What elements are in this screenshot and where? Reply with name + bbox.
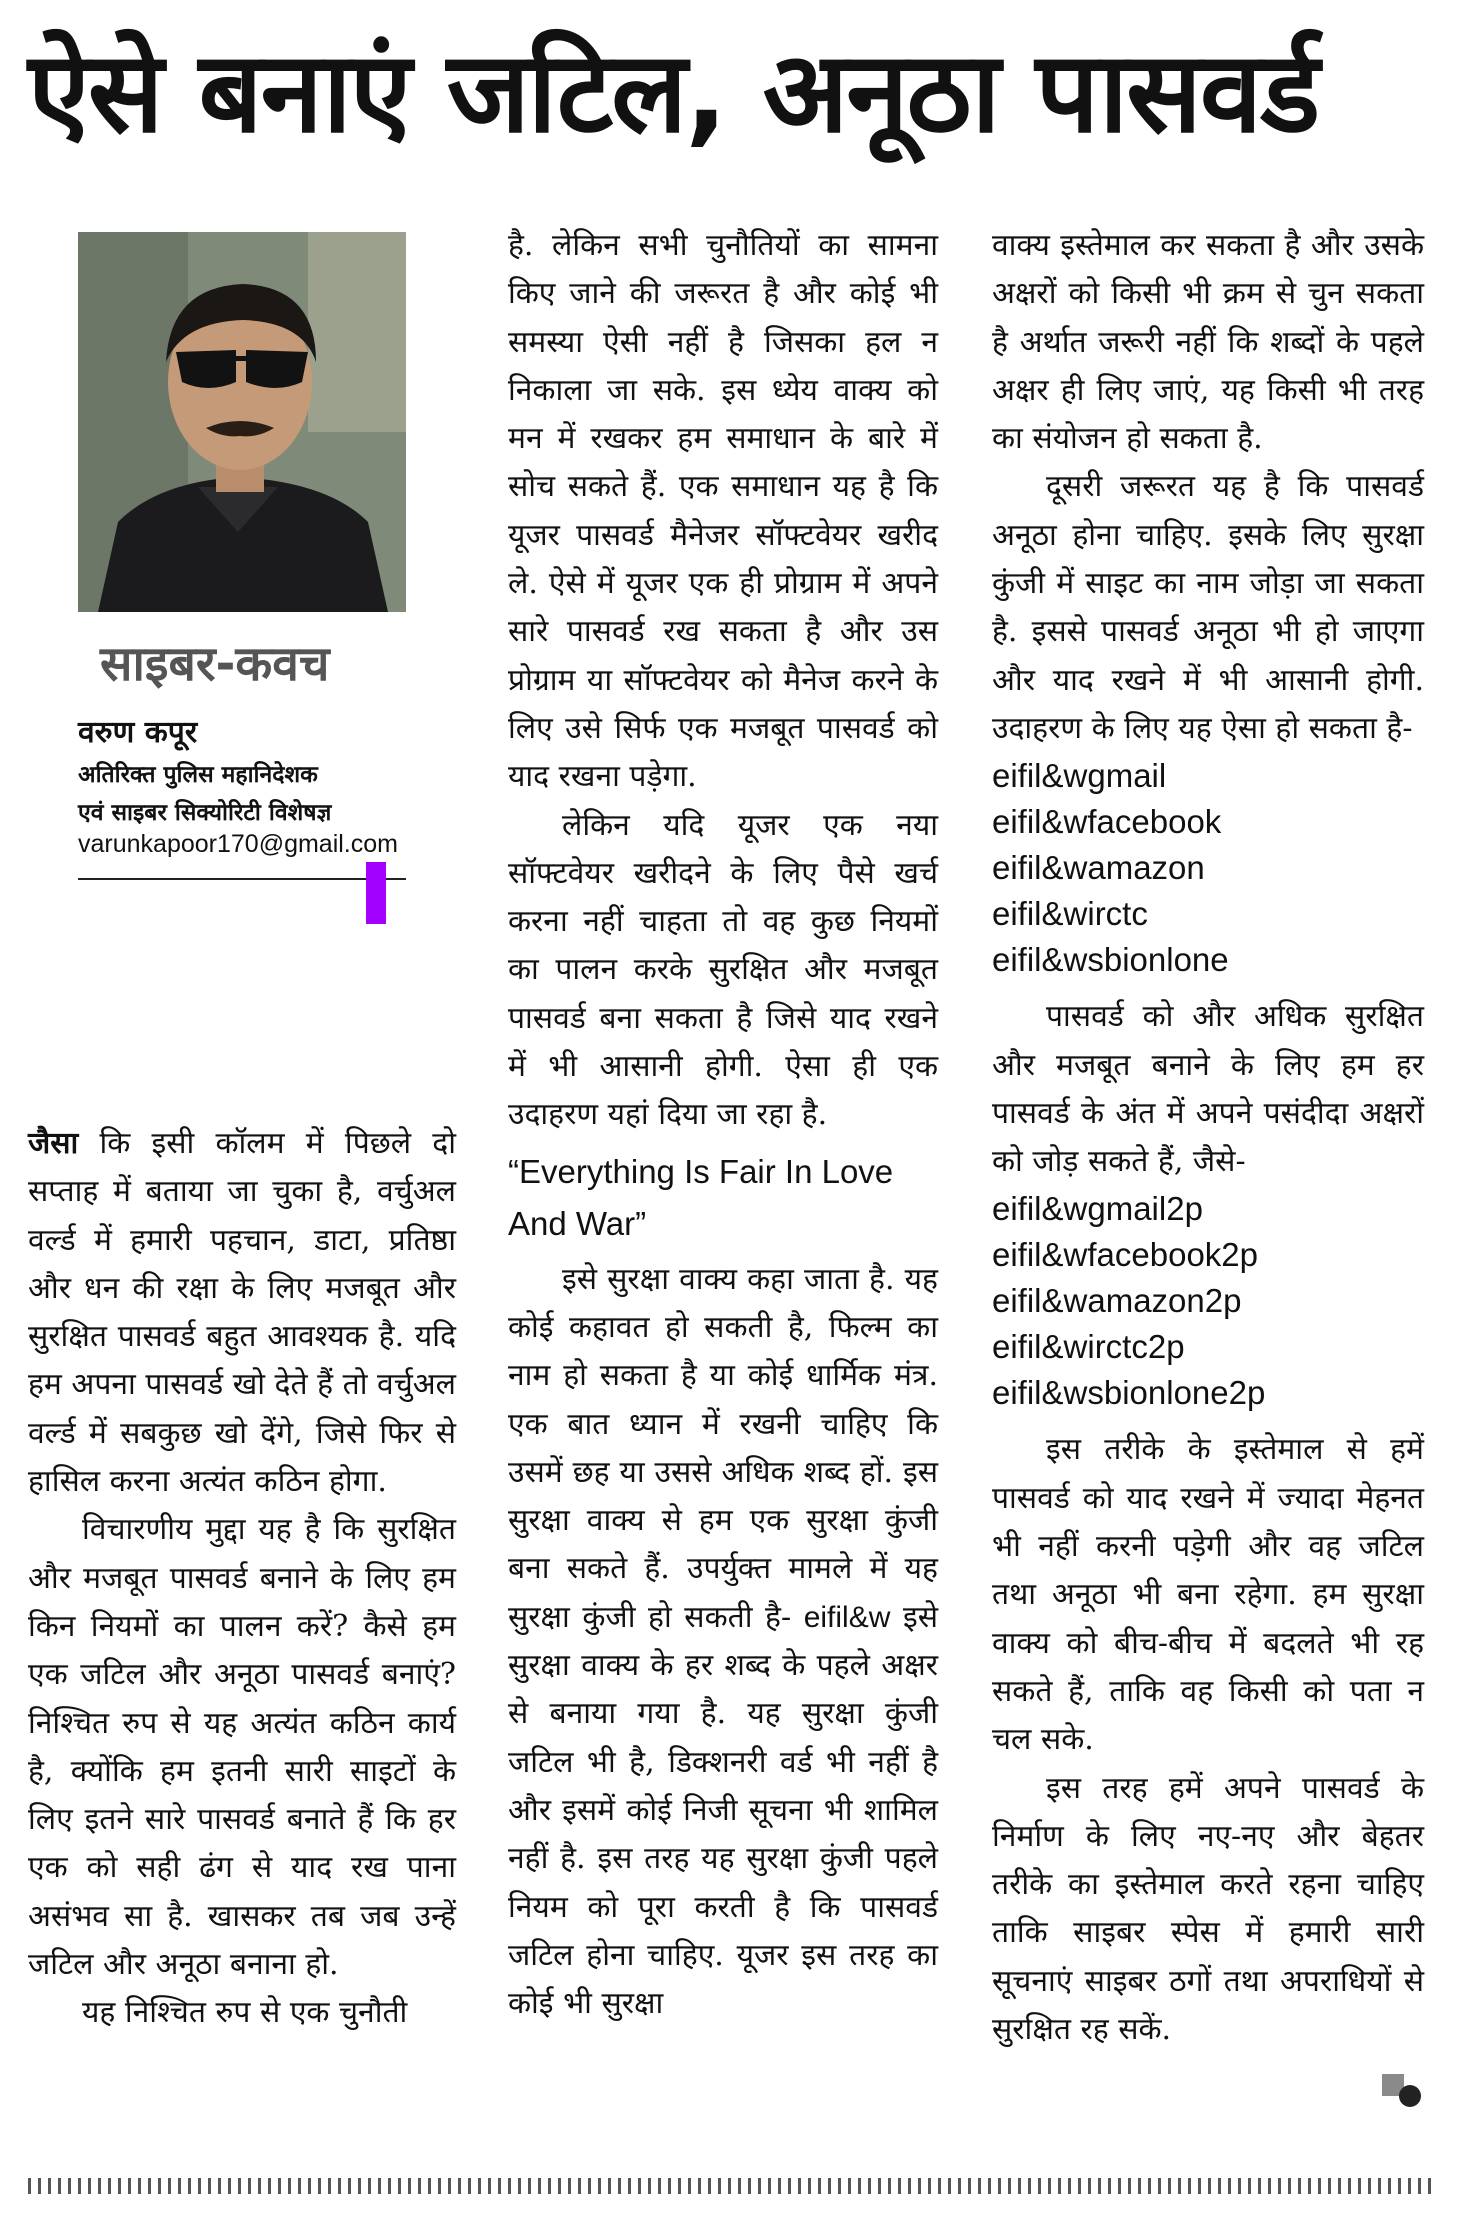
author-email[interactable]: varunkapoor170@gmail.com xyxy=(78,830,398,858)
password-example: eifil&wfacebook2p xyxy=(992,1236,1258,1274)
author-designation-line-2: एवं साइबर सिक्योरिटी विशेषज्ञ xyxy=(78,800,332,826)
headline: ऐसे बनाएं जटिल, अनूठा पासवर्ड xyxy=(28,28,1319,158)
col1-paragraph-1 xyxy=(28,1120,456,1506)
bottom-divider xyxy=(28,2178,1438,2194)
lead-word: जैसा xyxy=(28,1126,79,1161)
password-examples-list-2 xyxy=(992,1186,1424,1416)
col2-paragraph-1: है. लेकिन सभी चुनौतियों का सामना किए जाने की जरूरत है और कोई भी समस्या ऐसी नहीं है जिसका हल न निकाला जा सके. इस ध्येय वाक्य को मन में रखकर हम समाधान के बारे में सोच सकते हैं. एक समाधान यह है कि यूजर पासवर्ड मैनेजर सॉफ्टवेयर खरीद ले. ऐसे में यूजर एक ही प्रोग्राम में अपने सारे पासवर्ड रख सकता है और उस प्रोग्राम या सॉफ्टवेयर को मैनेज करने के लिए उसे सिर्फ एक मजबूत पासवर्ड को याद रखना पड़ेगा. xyxy=(508,228,938,795)
author-designation: अतिरिक्त पुलिस महानिदेशक xyxy=(78,762,318,788)
col2-paragraph-3-continued: इसे सुरक्षा वाक्य के हर शब्द के पहले अक्षर से बनाया गया है. यह सुरक्षा कुंजी जटिल भी है, डिक्शनरी वर्ड भी नहीं है और इसमें कोई निजी सूचना भी शामिल नहीं है. इस तरह यह सुरक्षा कुंजी पहले नियम को पूरा करती है कि पासवर्ड जटिल होना चाहिए. यूजर इस तरह का कोई भी सुरक्षा xyxy=(508,1599,938,2022)
col2-paragraph-3-text: इसे सुरक्षा वाक्य कहा जाता है. यह कोई कहावत हो सकती है, फिल्म का नाम हो सकता है या कोई धार्मिक मंत्र. एक बात ध्यान में रखनी चाहिए कि उसमें छह या उससे अधिक शब्द हों. इस सुरक्षा वाक्य से हम एक सुरक्षा कुंजी बना सकते हैं. उपर्युक्त मामले में यह सुरक्षा कुंजी हो सकती है- xyxy=(508,1261,938,1635)
column-1 xyxy=(28,1120,456,2038)
password-example: eifil&wamazon2p xyxy=(992,1282,1242,1320)
col3-paragraph-3: पासवर्ड को और अधिक सुरक्षित और मजबूत बनाने के लिए हम हर पासवर्ड के अंत में अपने पसंदीदा अक्षरों को जोड़ सकते हैं, जैसे- xyxy=(992,999,1424,1180)
column-2 xyxy=(508,222,938,2028)
author-name: वरुण कपूर xyxy=(78,715,198,750)
col1-paragraph-2: विचारणीय मुद्दा यह है कि सुरक्षित और मजबूत पासवर्ड बनाने के लिए हम किन नियमों का पालन करें? कैसे हम एक जटिल और अनूठा पासवर्ड बनाएं? निश्चित रुप से यह अत्यंत कठिन कार्य है, क्योंकि हम इतनी सारी साइटों के लिए इतने सारे पासवर्ड बनाते हैं कि हर एक को सही ढंग से याद रख पाना असंभव सा है. खासकर तब जब उन्हें जटिल और अनूठा बनाना हो. xyxy=(28,1512,456,1983)
password-example: eifil&wgmail xyxy=(992,757,1167,795)
password-example: eifil&wirctc xyxy=(992,895,1148,933)
byline-divider xyxy=(78,878,406,880)
password-example: eifil&wamazon xyxy=(992,849,1205,887)
password-examples-list xyxy=(992,753,1424,983)
column-3 xyxy=(992,222,1424,2054)
security-sentence-quote: “Everything Is Fair In Love And War” xyxy=(508,1152,894,1242)
col1-paragraph-3: यह निश्चित रुप से एक चुनौती xyxy=(82,1995,408,2031)
section-title: साइबर-कवच xyxy=(100,636,330,692)
password-example: eifil&wgmail2p xyxy=(992,1190,1203,1228)
col3-paragraph-2: दूसरी जरूरत यह है कि पासवर्ड अनूठा होना चाहिए. इसके लिए सुरक्षा कुंजी में साइट का नाम जोड़ा जा सकता है. इससे पासवर्ड अनूठा भी हो जाएगा और याद रखने में भी आसानी होगी. उदाहरण के लिए यह ऐसा हो सकता है- xyxy=(992,469,1424,746)
col2-paragraph-3 xyxy=(508,1256,938,2029)
article-end-icon xyxy=(1382,2074,1422,2108)
col1-paragraph-1-text: कि इसी कॉलम में पिछले दो सप्ताह में बताया जा चुका है, वर्चुअल वर्ल्ड में हमारी पहचान, डाटा, प्रतिष्ठा और धन की रक्षा के लिए मजबूत और सुरक्षित पासवर्ड बहुत आवश्यक है. यदि हम अपना पासवर्ड खो देते हैं तो वर्चुअल वर्ल्ड में सबकुछ खो देंगे, जिसे फिर से हासिल करना अत्यंत कठिन होगा. xyxy=(28,1126,456,1500)
col3-paragraph-5: इस तरह हमें अपने पासवर्ड के निर्माण के लिए नए-नए और बेहतर तरीके का इस्तेमाल करते रहना चाहिए ताकि साइबर स्पेस में हमारी सारी सूचनाएं साइबर ठगों तथा अपराधियों से सुरक्षित रह सकें. xyxy=(992,1770,1424,2048)
accent-marker xyxy=(366,862,386,924)
col3-paragraph-1: वाक्य इस्तेमाल कर सकता है और उसके अक्षरों को किसी भी क्रम से चुन सकता है अर्थात जरूरी नहीं कि शब्दों के पहले अक्षर ही लिए जाएं, यह किसी भी तरह का संयोजन हो सकता है. xyxy=(992,228,1424,457)
password-example: eifil&wsbionlone2p xyxy=(992,1374,1266,1412)
security-key: eifil&w xyxy=(803,1600,891,1634)
password-example: eifil&wsbionlone xyxy=(992,941,1229,979)
password-example: eifil&wfacebook xyxy=(992,803,1222,841)
col3-paragraph-4: इस तरीके के इस्तेमाल से हमें पासवर्ड को याद रखने में ज्यादा मेहनत भी नहीं करनी पड़ेगी और वह जटिल तथा अनूठा भी बना रहेगा. हम सुरक्षा वाक्य को बीच-बीच में बदलते भी रह सकते हैं, ताकि वह किसी को पता न चल सके. xyxy=(992,1432,1424,1758)
password-example: eifil&wirctc2p xyxy=(992,1328,1185,1366)
author-photo xyxy=(78,232,406,612)
col2-paragraph-2: लेकिन यदि यूजर एक नया सॉफ्टवेयर खरीदने के लिए पैसे खर्च करना नहीं चाहता तो वह कुछ नियमों का पालन करके सुरक्षित और मजबूत पासवर्ड बना सकता है जिसे याद रखने में भी आसानी होगी. ऐसा ही एक उदाहरण यहां दिया जा रहा है. xyxy=(508,807,938,1133)
author-portrait-image xyxy=(78,232,406,612)
